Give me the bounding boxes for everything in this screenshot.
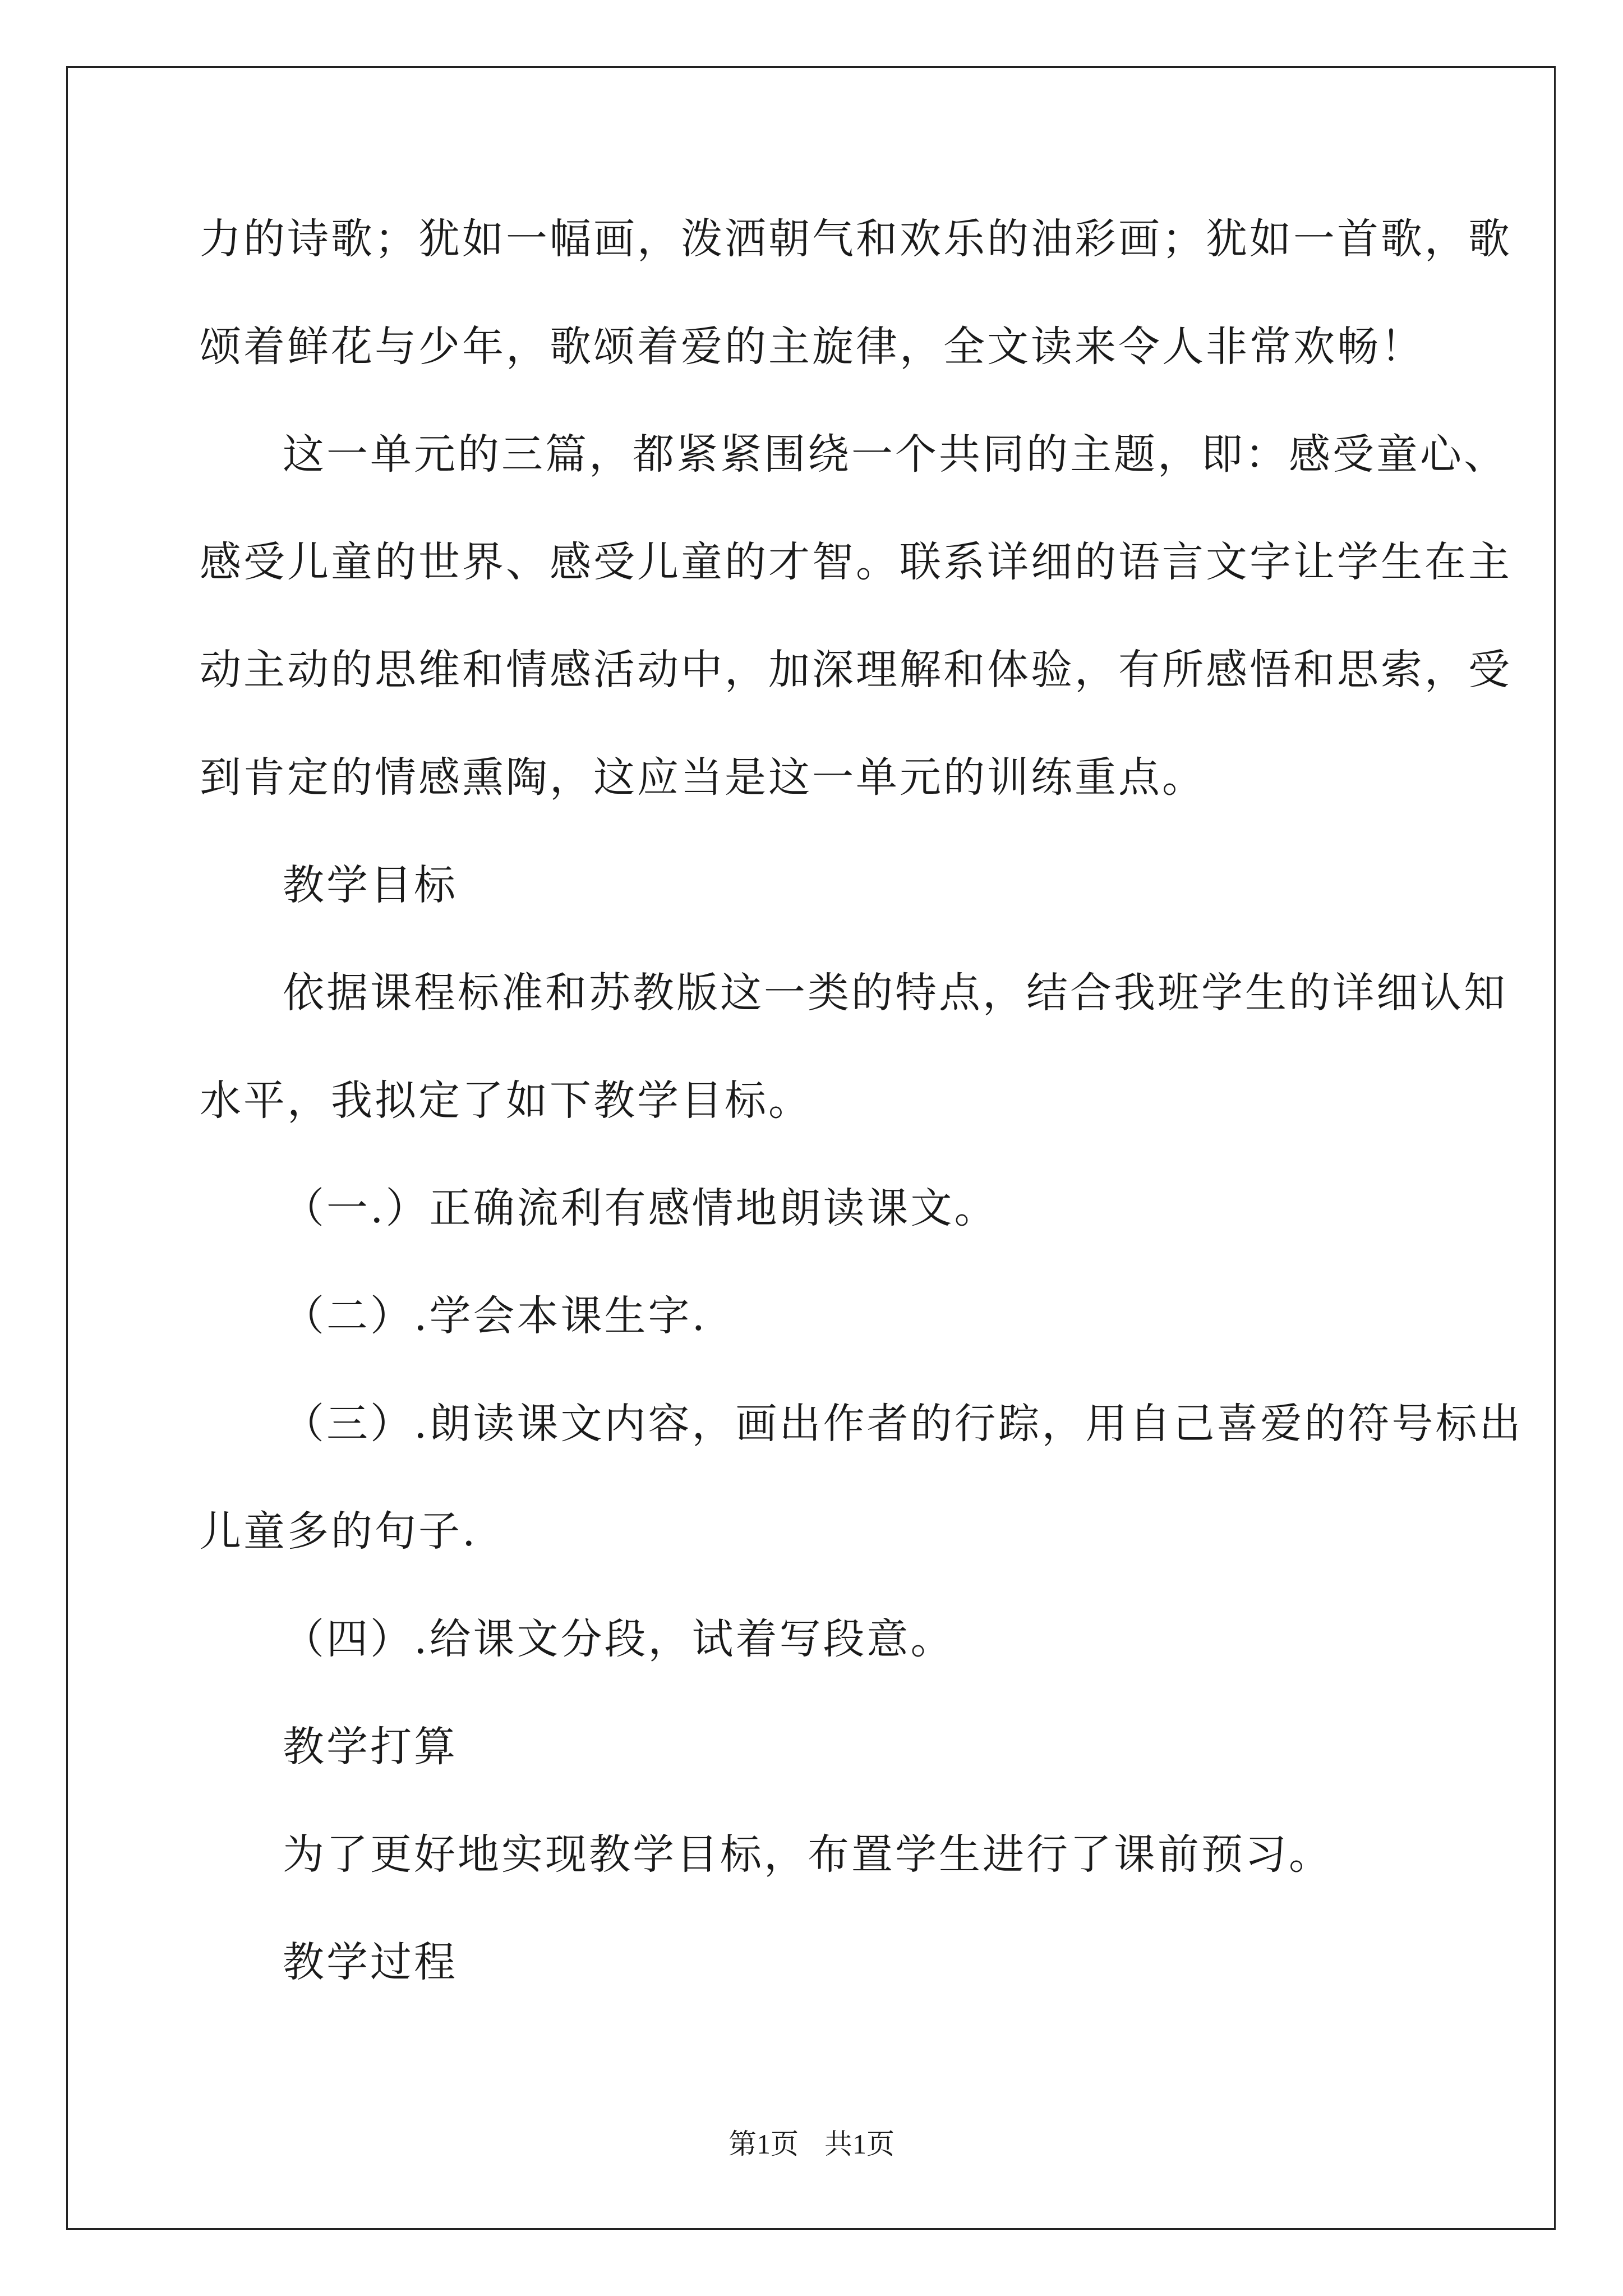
paragraph-line: 水平，我拟定了如下教学目标。 — [200, 1076, 812, 1125]
document-body — [200, 185, 1523, 2016]
section-heading: 教学过程 — [283, 1938, 458, 1986]
paragraph-line: 颂着鲜花与少年，歌颂着爱的主旋律，全文读来令人非常欢畅！ — [200, 323, 1424, 371]
paragraph-line: 力的诗歌；犹如一幅画，泼洒朝气和欢乐的油彩画；犹如一首歌，歌 — [200, 215, 1512, 263]
paragraph-line: 依据课程标准和苏教版这一类的特点，结合我班学生的详细认知 — [283, 969, 1507, 1017]
paragraph-line: 为了更好地实现教学目标，布置学生进行了课前预习。 — [283, 1830, 1332, 1879]
section-heading: 教学打算 — [283, 1723, 458, 1771]
list-item: （三）.朗读课文内容，画出作者的行踪，用自己喜爱的符号标出 — [283, 1400, 1523, 1448]
section-heading: 教学目标 — [283, 861, 458, 909]
list-item: （二）.学会本课生字. — [283, 1292, 708, 1340]
list-item: （一.）正确流利有感情地朗读课文。 — [283, 1184, 998, 1232]
page-number-current: 第1页 — [728, 2128, 799, 2160]
list-item-continuation: 儿童多的句子. — [200, 1507, 478, 1556]
paragraph-line: 到肯定的情感熏陶，这应当是这一单元的训练重点。 — [200, 753, 1206, 802]
paragraph-line: 这一单元的三篇，都紧紧围绕一个共同的主题，即：感受童心、 — [283, 430, 1507, 478]
page-number-total: 共1页 — [824, 2128, 895, 2160]
list-item: （四）.给课文分段，试着写段意。 — [283, 1615, 955, 1663]
paragraph-line: 动主动的思维和情感活动中，加深理解和体验，有所感悟和思索，受 — [200, 646, 1512, 694]
paragraph-line: 感受儿童的世界、感受儿童的才智。联系详细的语言文字让学生在主 — [200, 538, 1512, 586]
page-footer — [0, 2127, 1623, 2161]
